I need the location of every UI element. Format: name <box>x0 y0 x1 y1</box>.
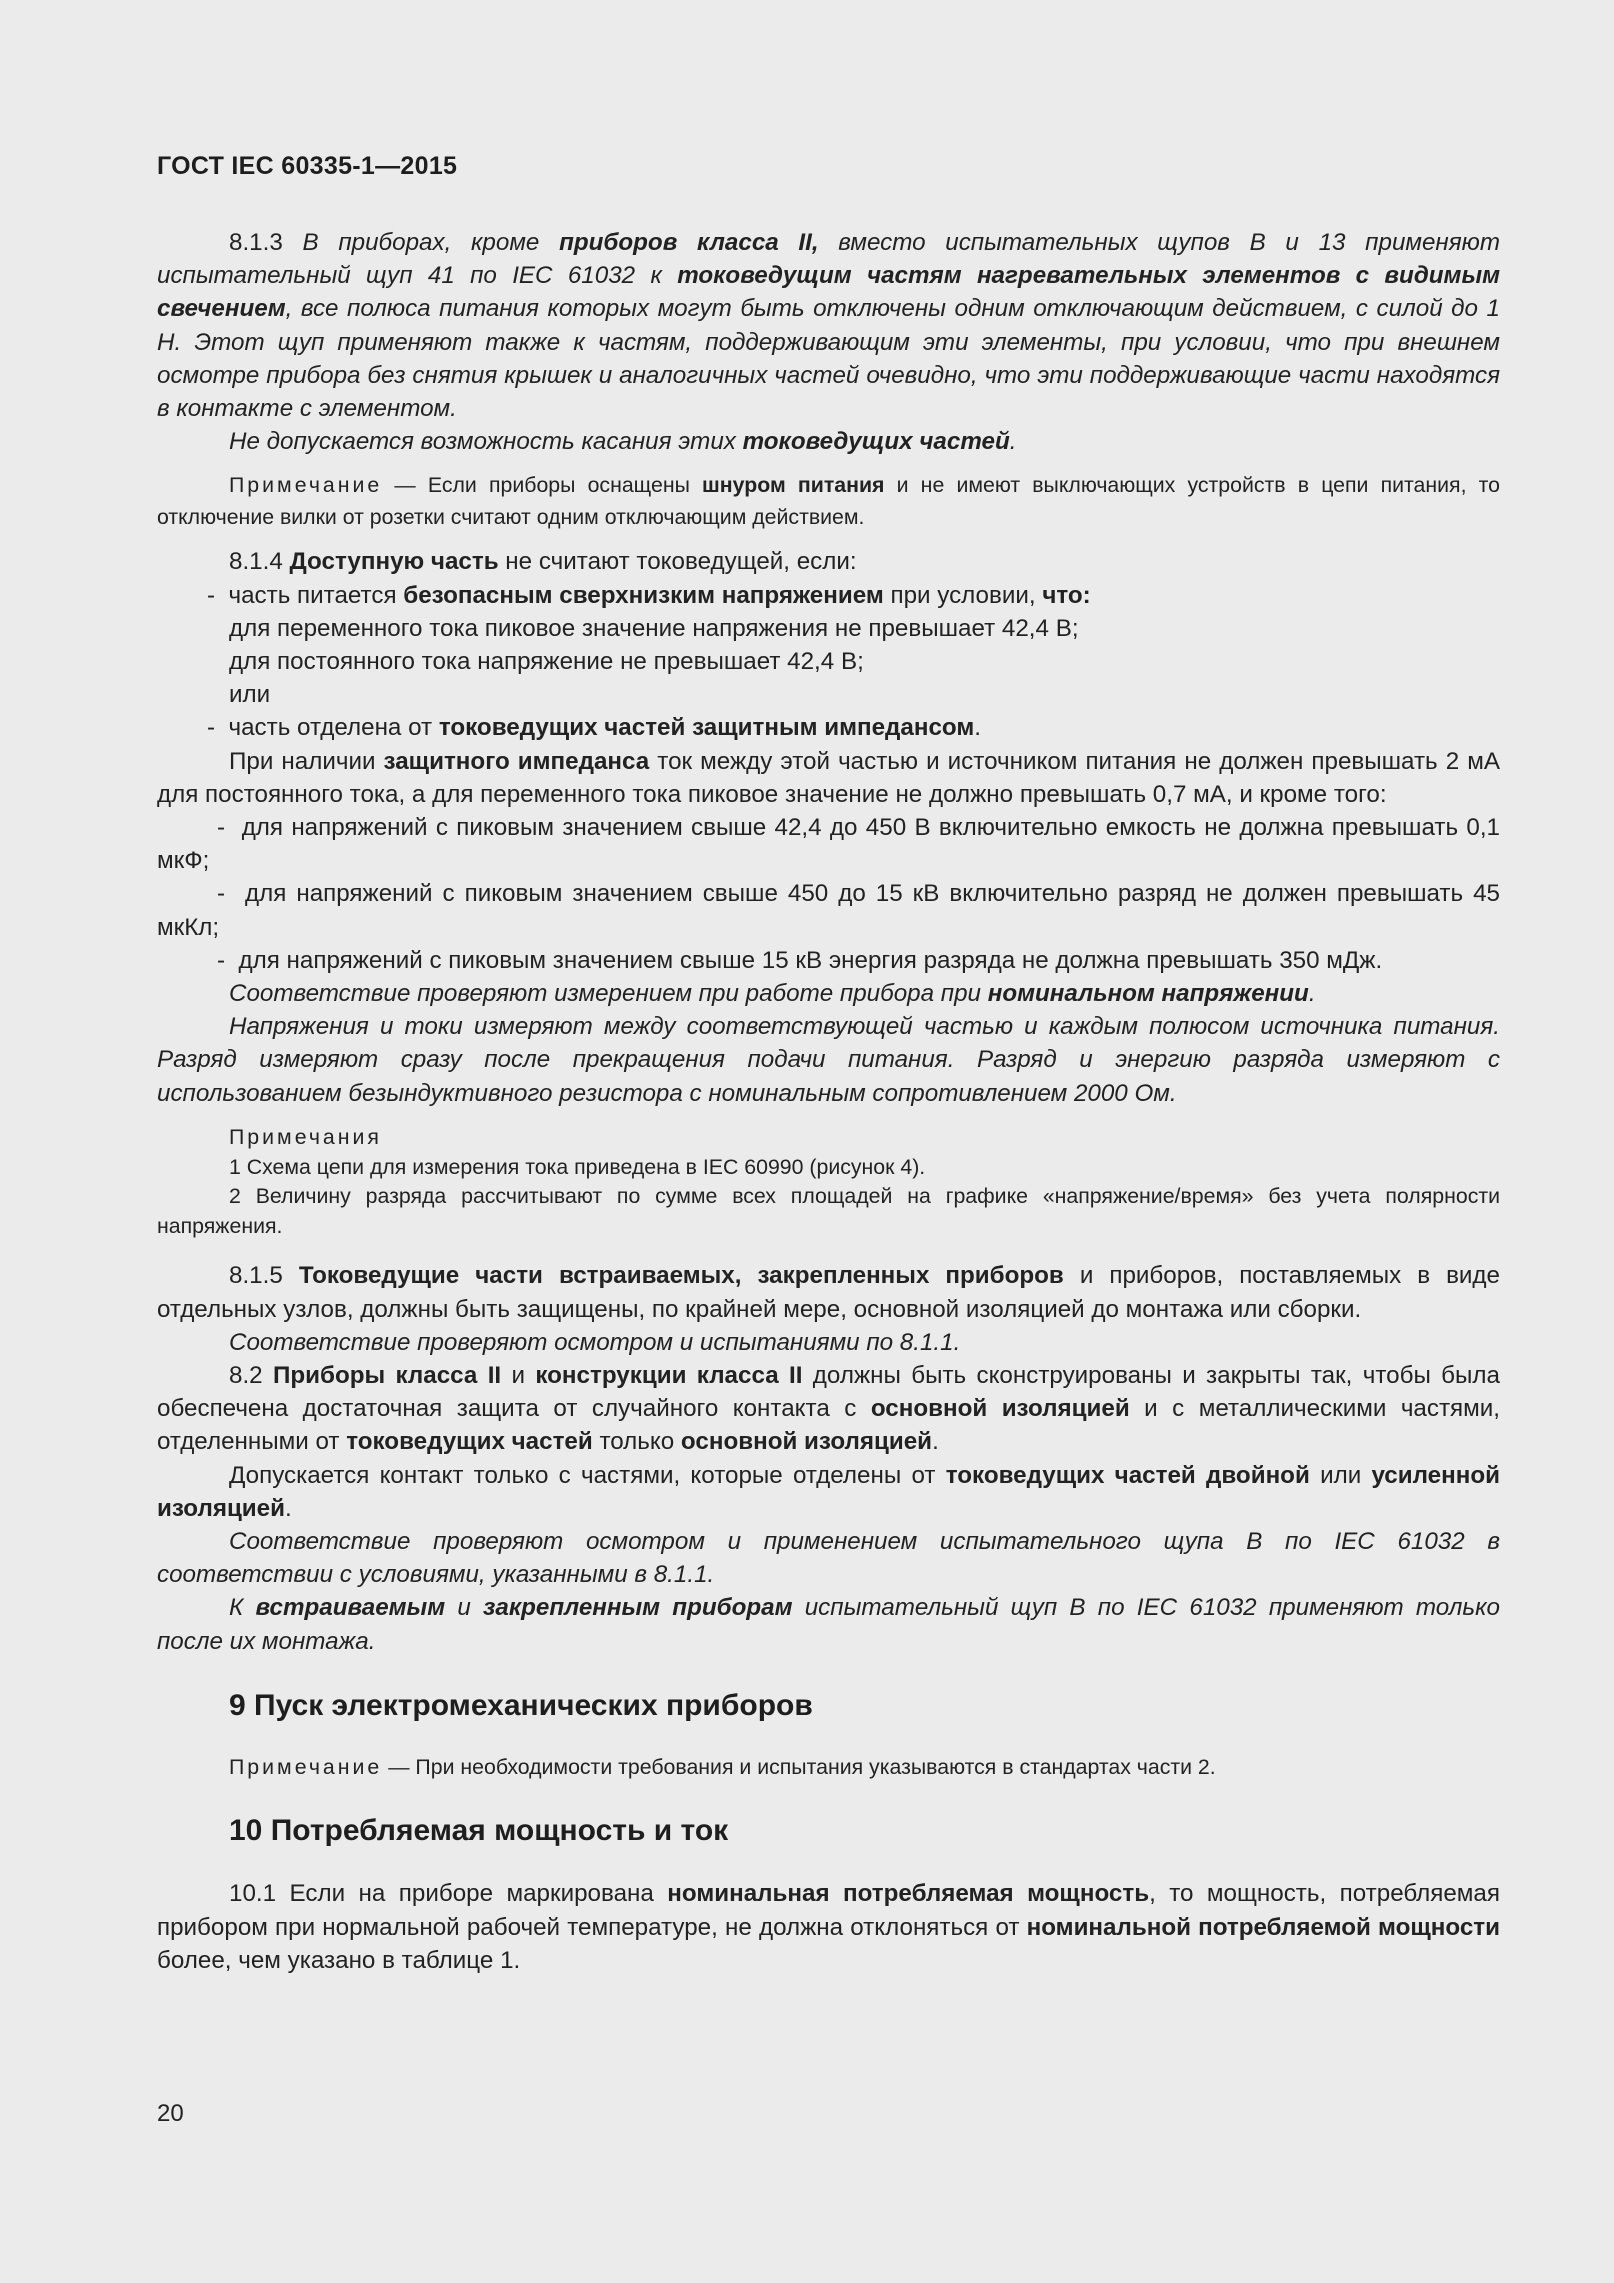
note-item: 1 Схема цепи для измерения тока приведена в IEC 60990 (рисунок 4). <box>229 1155 926 1180</box>
compliance-check: Соответствие проверяют осмотром и испытаниями по 8.1.1. <box>229 1328 961 1356</box>
page-number: 20 <box>157 2100 184 2127</box>
clause-number: 8.1.4 <box>229 548 283 576</box>
clause-8-1-5: 8.1.5 Токоведущие части встраиваемых, закрепленных приборов и приборов, поставляемых в виде отдельных узлов, должны быть защищены, по крайней мере, основной изоляцией до монтажа или сборки. <box>157 1262 1500 1323</box>
section-10-title: 10 Потребляемая мощность и ток <box>229 1814 729 1848</box>
clause-number: 10.1 <box>229 1880 277 1908</box>
clause-number: 8.1.3 <box>229 229 283 256</box>
list-item: - часть отделена от токоведущих частей защитным импедансом. <box>207 714 982 742</box>
clause-8-1-3: 8.1.3 В приборах, кроме приборов класса II, вместо испытательных щупов B и 13 применяют испытательный щуп 41 по IEC 61032 к токоведущим частям нагревательных элементов с видимым свечением, все полюса питания которых могут быть отключены одним отключающим действием, с силой до 1 Н. Этот щуп применяют также к частям, поддерживающим эти элементы, при условии, что при внешнем осмотре прибора без снятия крышек и аналогичных частей очевидно, что эти поддерживающие части находятся в контакте с элементом. <box>157 229 1500 423</box>
clause-number: 8.1.5 <box>229 1262 283 1290</box>
list-subitem: или <box>229 681 271 709</box>
list-item: - для напряжений с пиковым значением свыше 42,4 до 450 В включительно емкость не должна превышать 0,1 мкФ; <box>157 814 1500 875</box>
note-label: Примечание <box>229 473 383 498</box>
list-subitem: для постоянного тока напряжение не превышает 42,4 В; <box>229 648 864 676</box>
note-power-cord: Примечание — Если приборы оснащены шнуром питания и не имеют выключающих устройств в цепи питания, то отключение вилки от розетки считают одним отключающим действием. <box>157 473 1500 529</box>
section-9-title: 9 Пуск электромеханических приборов <box>229 1688 813 1722</box>
clause-number: 8.2 <box>229 1361 263 1389</box>
clause-8-1-3-requirement: Не допускается возможность касания этих токоведущих частей. <box>229 428 1017 456</box>
list-item: - для напряжений с пиковым значением свыше 15 кВ энергия разряда не должна превышать 350 мДж. <box>217 946 1383 974</box>
notes-label: Примечания <box>229 1124 382 1149</box>
clause-8-2-probe: К встраиваемым и закрепленным приборам испытательный щуп B по IEC 61032 применяют только после их монтажа. <box>157 1594 1500 1655</box>
compliance-check: Соответствие проверяют осмотром и применением испытательного щупа B по IEC 61032 в соответствии с условиями, указанными в 8.1.1. <box>157 1528 1500 1589</box>
compliance-check: Соответствие проверяют измерением при работе прибора при номинальном напряжении. <box>229 980 1316 1008</box>
clause-8-1-4: 8.1.4 Доступную часть не считают токоведущей, если: <box>229 548 857 576</box>
section-9-note: Примечание — При необходимости требования и испытания указываются в стандартах части 2. <box>229 1754 1216 1779</box>
list-item: - для напряжений с пиковым значением свыше 450 до 15 кВ включительно разряд не должен превышать 45 мкКл; <box>157 880 1500 941</box>
body-text <box>157 226 1500 1977</box>
list-subitem: для переменного тока пиковое значение напряжения не превышает 42,4 В; <box>229 614 1079 642</box>
clause-8-2-contact: Допускается контакт только с частями, которые отделены от токоведущих частей двойной или усиленной изоляцией. <box>157 1461 1500 1522</box>
clause-8-2: 8.2 Приборы класса II и конструкции класса II должны быть сконструированы и закрыты так, чтобы была обеспечена достаточная защита от случайного контакта с основной изоляцией и с металлическими частями, отделенными от токоведущих частей только основной изоляцией. <box>157 1361 1500 1456</box>
page-header: ГОСТ IEC 60335-1—2015 <box>157 152 458 180</box>
list-item: - часть питается безопасным сверхнизким напряжением при условии, что: <box>207 581 1091 609</box>
measurement-method: Напряжения и токи измеряют между соответствующей частью и каждым полюсом источника питания. Разряд измеряют сразу после прекращения подачи питания. Разряд и энергию разряда измеряют с использованием безындуктивного резистора с номинальным сопротивлением 2000 Ом. <box>157 1013 1500 1107</box>
clause-8-1-4-impedance: При наличии защитного импеданса ток между этой частью и источником питания не должен превышать 2 мА для постоянного тока, а для переменного тока пиковое значение не должно превышать 0,7 мА, и кроме того: <box>157 747 1500 808</box>
clause-10-1: 10.1 Если на приборе маркирована номинальная потребляемая мощность, то мощность, потребляемая прибором при нормальной рабочей температуре, не должна отклоняться от номинальной потребляемой мощности более, чем указано в таблице 1. <box>157 1880 1500 1974</box>
note-item: 2 Величину разряда рассчитывают по сумме всех площадей на графике «напряжение/время» без учета полярности напряжения. <box>157 1184 1500 1239</box>
